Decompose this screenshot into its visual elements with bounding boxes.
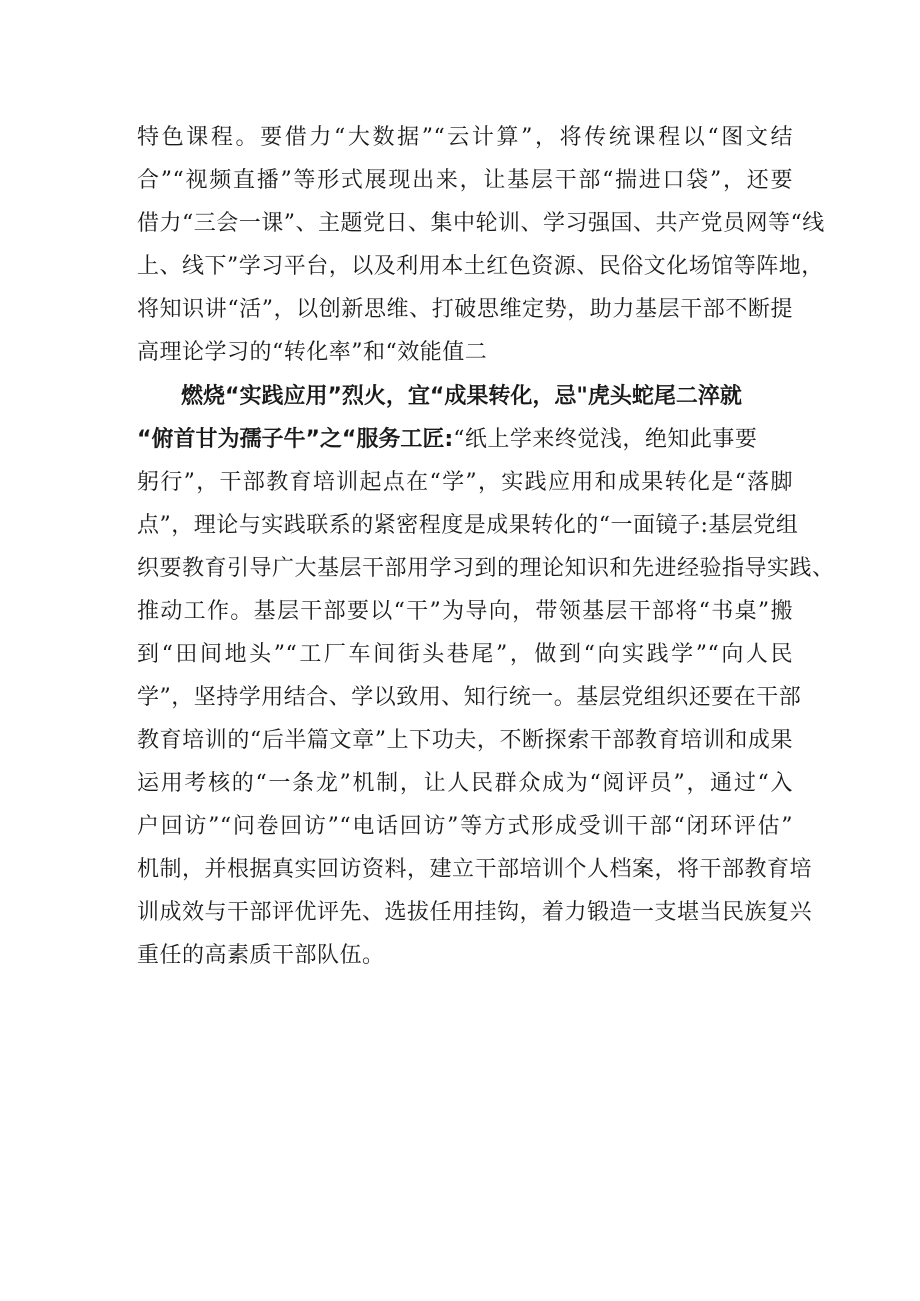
paragraph-practice-application: [137, 375, 835, 977]
text-line: 重任的高素质干部队伍。: [137, 943, 385, 968]
text-line: 特色课程。要借力“大数据”“云计算”，将传统课程以“图文结: [137, 125, 793, 150]
quote-start: “纸上学来终觉浅，绝知此事要: [453, 427, 758, 452]
section-heading-continued: “俯首甘为孺子牛”之“服务工匠:: [137, 427, 454, 452]
text-line: 将知识讲“活”，以创新思维、打破思维定势，助力基层干部不断提: [137, 297, 793, 322]
text-line: 户回访”“问卷回访”“电话回访”等方式形成受训干部“闭环评估”: [137, 814, 793, 839]
text-line: 点”，理论与实践联系的紧密程度是成果转化的“一面镜子:基层党组: [137, 513, 799, 538]
text-line: 学”，坚持学用结合、学以致用、知行统一。基层党组织还要在干部: [137, 685, 802, 710]
text-line: 合”“视频直播”等形式展现出来，让基层干部“揣进口袋”，还要: [137, 168, 793, 193]
text-line: 运用考核的“一条龙”机制，让人民群众成为“阅评员”，通过“入: [137, 771, 793, 796]
text-line: 机制，并根据真实回访资料，建立干部培训个人档案，将干部教育培: [137, 857, 813, 882]
text-line: 到“田间地头”“工厂车间街头巷尾”，做到“向实践学”“向人民: [137, 642, 793, 667]
text-line-mixed: [137, 418, 793, 461]
text-line: 织要教育引导广大基层干部用学习到的理论知识和先进经验指导实践、: [137, 556, 835, 581]
text-line: 训成效与干部评优评先、选拔任用挂钩，着力锻造一支堪当民族复兴: [137, 900, 813, 925]
text-line: 推动工作。基层干部要以“干”为导向，带领基层干部将“书桌”搬: [137, 599, 793, 624]
paragraph-course-features: [137, 116, 825, 374]
text-line: 上、线下”学习平台，以及利用本土红色资源、民俗文化场馆等阵地，: [137, 254, 824, 279]
text-line: 教育培训的“后半篇文章”上下功夫，不断探索干部教育培训和成果: [137, 728, 793, 753]
section-heading: 燃烧“实践应用”烈火，宜“成果转化，忌"虎头蛇尾二淬就: [181, 384, 742, 409]
text-line: 借力“三会一课”、主题党日、集中轮训、学习强国、共产党员网等“线: [137, 211, 825, 236]
text-line: 躬行”，干部教育培训起点在“学”，实践应用和成果转化是“落脚: [137, 470, 793, 495]
text-line: 高理论学习的“转化率”和“效能值二: [137, 340, 488, 365]
